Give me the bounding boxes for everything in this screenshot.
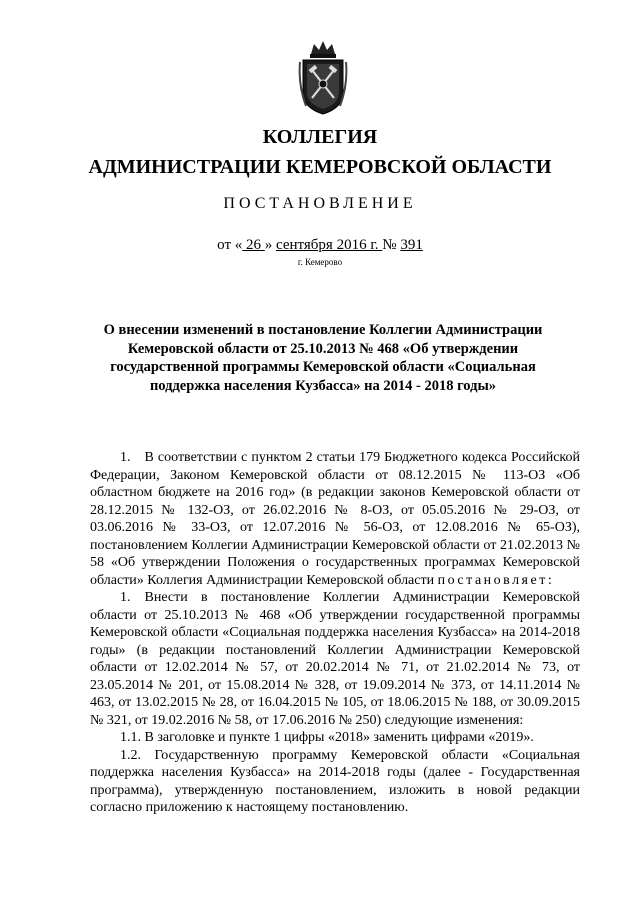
document-body — [90, 449, 580, 817]
paragraph-1-resolves: постановляет: — [437, 572, 555, 588]
date-month-year: сентября 2016 г. — [276, 237, 383, 253]
document-title: О внесении изменений в постановление Коллегии Администрации Кемеровской области от 25.10.2013 № 468 «Об утверждении государственной программы Кемеровской области «Социальная поддержка населения Кузбасса» на 2014 - 2018 годы» — [103, 322, 543, 394]
number-label: № — [382, 237, 401, 253]
date-prefix: от « — [217, 237, 243, 253]
document-type: ПОСТАНОВЛЕНИЕ — [223, 195, 417, 212]
document-number: 391 — [400, 237, 423, 253]
paragraph-1 — [90, 449, 580, 589]
date-day: 26 — [242, 237, 265, 253]
org-name-line1: КОЛЛЕГИЯ — [262, 126, 378, 148]
document-date-line — [0, 237, 640, 254]
paragraph-4: 1.2. Государственную программу Кемеровской области «Социальная поддержка населения Кузбасса» на 2014-2018 годы (далее - Государственная программа), утвержденную постановлением, изложить в новой редакции согласно приложению к настоящему постановлению. — [90, 747, 580, 815]
paragraph-2: 1. Внести в постановление Коллегии Администрации Кемеровской области от 25.10.2013 № 468 «Об утверждении государственной программы Кемеровской области «Социальная поддержка населения Кузбасса» на 2014-2018 годы» (в редакции постановлений Коллегии Администрации Кемеровской области от 12.02.2014 № 57, от 20.02.2014 № 71, от 21.02.2014 № 73, от 23.05.2014 № 201, от 15.08.2014 № 328, от 19.09.2014 № 373, от 14.11.2014 № 463, от 13.02.2015 № 28, от 16.04.2015 № 105, от 18.06.2015 № 188, от 30.09.2015 № 321, от 19.02.2016 № 58, от 17.06.2016 № 250) следующие изменения: — [90, 590, 580, 728]
coat-of-arms-icon — [298, 40, 348, 116]
paragraph-3: 1.1. В заголовке и пункте 1 цифры «2018» заменить цифрами «2019». — [120, 730, 534, 745]
date-separator: » — [264, 237, 276, 253]
paragraph-1-text: 1. В соответствии с пунктом 2 статьи 179 Бюджетного кодекса Российской Федерации, Законом Кемеровской области от 08.12.2015 № 113-ОЗ «Об областном бюджете на 2016 год» (в редакции законов Кемеровской области от 28.12.2015 № 132-ОЗ, от 26.02.2016 № 8-ОЗ, от 05.05.2016 № 29-ОЗ, от 03.06.2016 № 33-ОЗ, от 12.07.2016 № 56-ОЗ, от 12.08.2016 № 65-ОЗ), постановлением Коллегии Администрации Кемеровской области от 21.02.2013 № 58 «Об утверждении Положения о государственных программах Кемеровской области» Коллегия Администрации Кемеровской области — [90, 450, 580, 588]
city-name: г. Кемерово — [297, 257, 343, 267]
org-name-line2: АДМИНИСТРАЦИИ КЕМЕРОВСКОЙ ОБЛАСТИ — [88, 156, 552, 178]
